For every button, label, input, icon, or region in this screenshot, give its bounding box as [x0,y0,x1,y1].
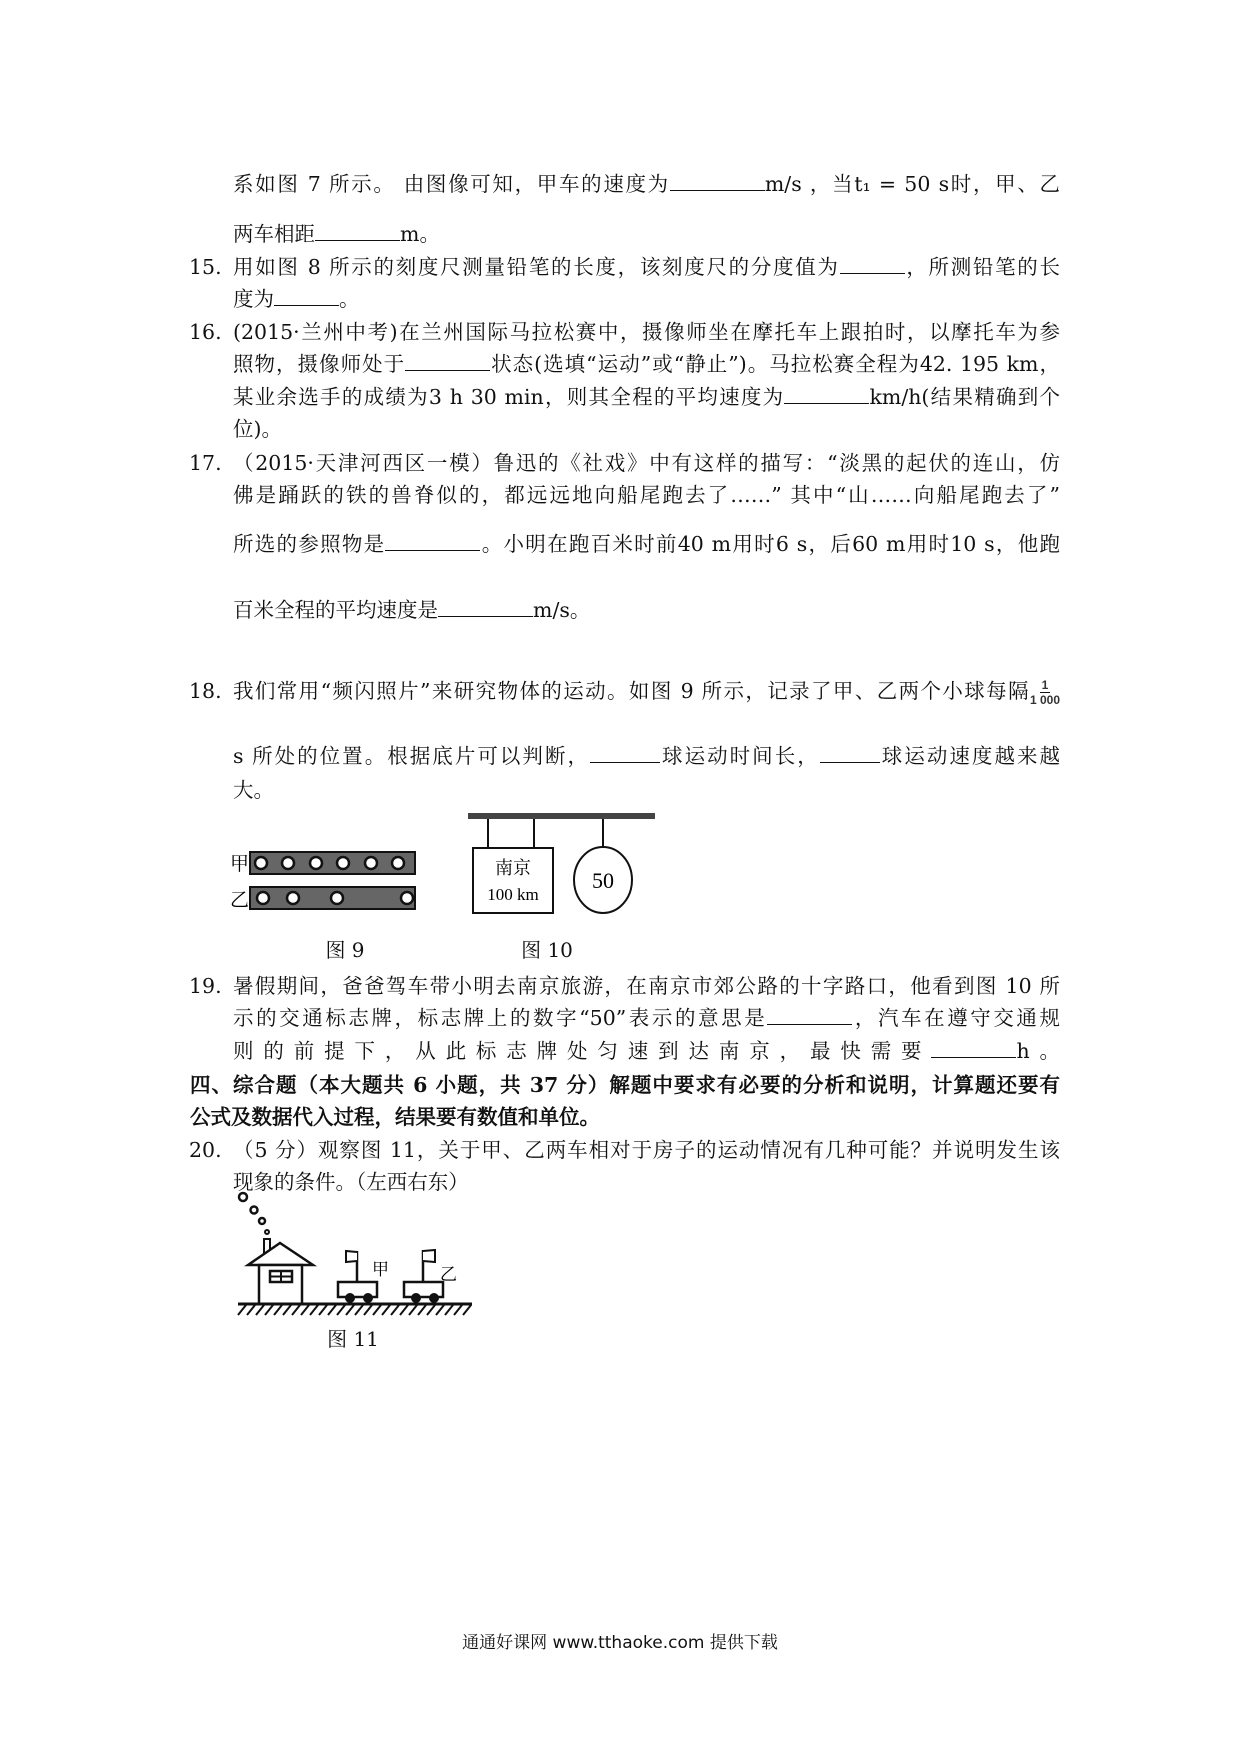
car-jia-label: 甲 [372,1260,389,1280]
question-number: 15. [189,255,222,279]
figure-11-house-cars [238,1193,472,1315]
ground-hatch [418,1305,426,1315]
label-yi: 乙 [230,889,250,911]
ball-position [310,857,322,869]
car-jia [338,1251,389,1303]
ground-hatch [292,1305,300,1315]
text-segment: m/s ，当t₁ = 50 s时，甲、乙 [764,172,1061,196]
ground-hatch [400,1305,408,1315]
figure-11-caption: 图 11 [327,1327,379,1351]
question-number: 17. [189,451,222,475]
question-number: 18. [189,679,222,703]
ball-position [392,857,404,869]
text-segment: 某业余选手的成绩为3 h 30 min，则其全程的平均速度为 [233,385,785,409]
text-segment: 我们常用“频闪照片”来研究物体的运动。如图 9 所示，记录了甲、乙两个小球每隔 [233,679,1030,703]
text-segment: （2015·天津河西区一模）鲁迅的《社戏》中有这样的描写：“淡黑的起伏的连山，仿 [233,451,1060,475]
ball-position [255,857,267,869]
fraction-numerator: 1 [1041,678,1049,692]
text-segment: ，汽车在遵守交通规 [852,1006,1061,1030]
question-number: 20. [189,1138,222,1162]
car-yi-label: 乙 [440,1265,457,1285]
text-segment: 位)。 [233,417,282,441]
text-segment: s 所处的位置。根据底片可以判断， [233,744,591,768]
text-segment: 示的交通标志牌，标志牌上的数字“50”表示的意思是 [233,1006,768,1030]
text-segment: 现象的条件。（左西右东） [233,1170,469,1194]
text-segment: 则的前提下，从此标志牌处匀速到达南京，最快需要 [233,1039,932,1063]
sign-distance: 100 km [487,885,539,904]
ground-hatch [301,1305,309,1315]
text-segment: 佛是踊跃的铁的兽脊似的，都远远地向船尾跑去了……” 其中“山……向船尾跑去了” [233,483,1060,507]
car-yi [404,1250,457,1303]
ground-hatch [391,1305,399,1315]
text-segment: 两车相距 [233,222,315,246]
ball-position [282,857,294,869]
ground-hatch [265,1305,273,1315]
ground-hatch [445,1305,453,1315]
text-segment: （5 分）观察图 11，关于甲、乙两车相对于房子的运动情况有几种可能？并说明发生该 [233,1138,1060,1162]
ground-hatch [319,1305,327,1315]
footer-credit: 通通好课网 www.tthaoke.com 提供下载 [462,1633,778,1653]
text-segment: 用如图 8 所示的刻度尺测量铅笔的长度，该刻度尺的分度值为 [233,255,840,279]
figure-9-strobe-photo [230,852,415,911]
ground-hatch [382,1305,390,1315]
text-segment: 球运动速度越来越 [879,744,1061,768]
ground-hatch [409,1305,417,1315]
text-segment: ，所测铅笔的长 [904,255,1061,279]
question-number: 19. [189,974,222,998]
text-segment: 度为 [233,287,274,311]
ground-hatch [256,1305,264,1315]
text-segment: m/s。 [533,598,591,622]
ground-hatch [427,1305,435,1315]
text-segment: 。 [339,287,360,311]
sign-place: 南京 [495,858,531,879]
ground-hatch [238,1305,246,1315]
ground-hatch [310,1305,318,1315]
text-segment: 状态(选填“运动”或“静止”)。马拉松赛全程为42. 195 km， [490,352,1060,376]
text-segment: km/h(结果精确到个 [869,385,1061,409]
text-segment: 大。 [233,778,274,802]
ball-position [331,892,343,904]
ground-hatch [274,1305,282,1315]
figure-10-caption: 图 10 [521,938,573,962]
text-segment: 球运动时间长， [660,744,820,768]
fraction-denominator: 1 000 [1029,693,1060,707]
figure-9-caption: 图 9 [325,938,365,962]
ground-hatch [355,1305,363,1315]
text-segment: 。小明在跑百米时前40 m用时6 s，后60 m用时10 s，他跑 [480,532,1060,556]
ground-hatch [463,1305,471,1315]
ball-position [287,892,299,904]
text-segment: (2015·兰州中考)在兰州国际马拉松赛中，摄像师坐在摩托车上跟拍时，以摩托车为参 [233,320,1060,344]
text-segment: h。 [1016,1039,1061,1063]
ground-hatch [283,1305,291,1315]
question-number: 16. [189,320,222,344]
speed-limit-value: 50 [592,868,614,893]
text-segment: 四、综合题（本大题共 6 小题，共 37 分）解题中要求有必要的分析和说明，计算题还要有 [190,1073,1060,1097]
ground-hatch [436,1305,444,1315]
ground-hatch [454,1305,462,1315]
ball-position [365,857,377,869]
text-segment: 系如图 7 所示。 由图像可知，甲车的速度为 [233,172,670,196]
ground-hatch [337,1305,345,1315]
film-strip-jia [250,852,415,874]
ground-hatch [346,1305,354,1315]
house-roof [248,1243,313,1265]
text-segment: 公式及数据代入过程，结果要有数值和单位。 [190,1105,600,1129]
figure-10-traffic-sign [468,813,655,913]
ground-hatch [364,1305,372,1315]
text-segment: 暑假期间，爸爸驾车带小明去南京旅游，在南京市郊公路的十字路口，他看到图 10 所 [233,974,1060,998]
ground-hatch [328,1305,336,1315]
text-segment: 所选的参照物是 [233,532,386,556]
sign-bar [468,813,655,819]
text-segment: 百米全程的平均速度是 [233,598,438,622]
ball-position [401,892,413,904]
ground-hatch [373,1305,381,1315]
label-jia: 甲 [230,853,250,875]
text-segment: 照物，摄像师处于 [233,352,406,376]
ball-position [337,857,349,869]
ground-hatch [247,1305,255,1315]
ball-position [257,892,269,904]
text-segment: m。 [400,222,440,246]
